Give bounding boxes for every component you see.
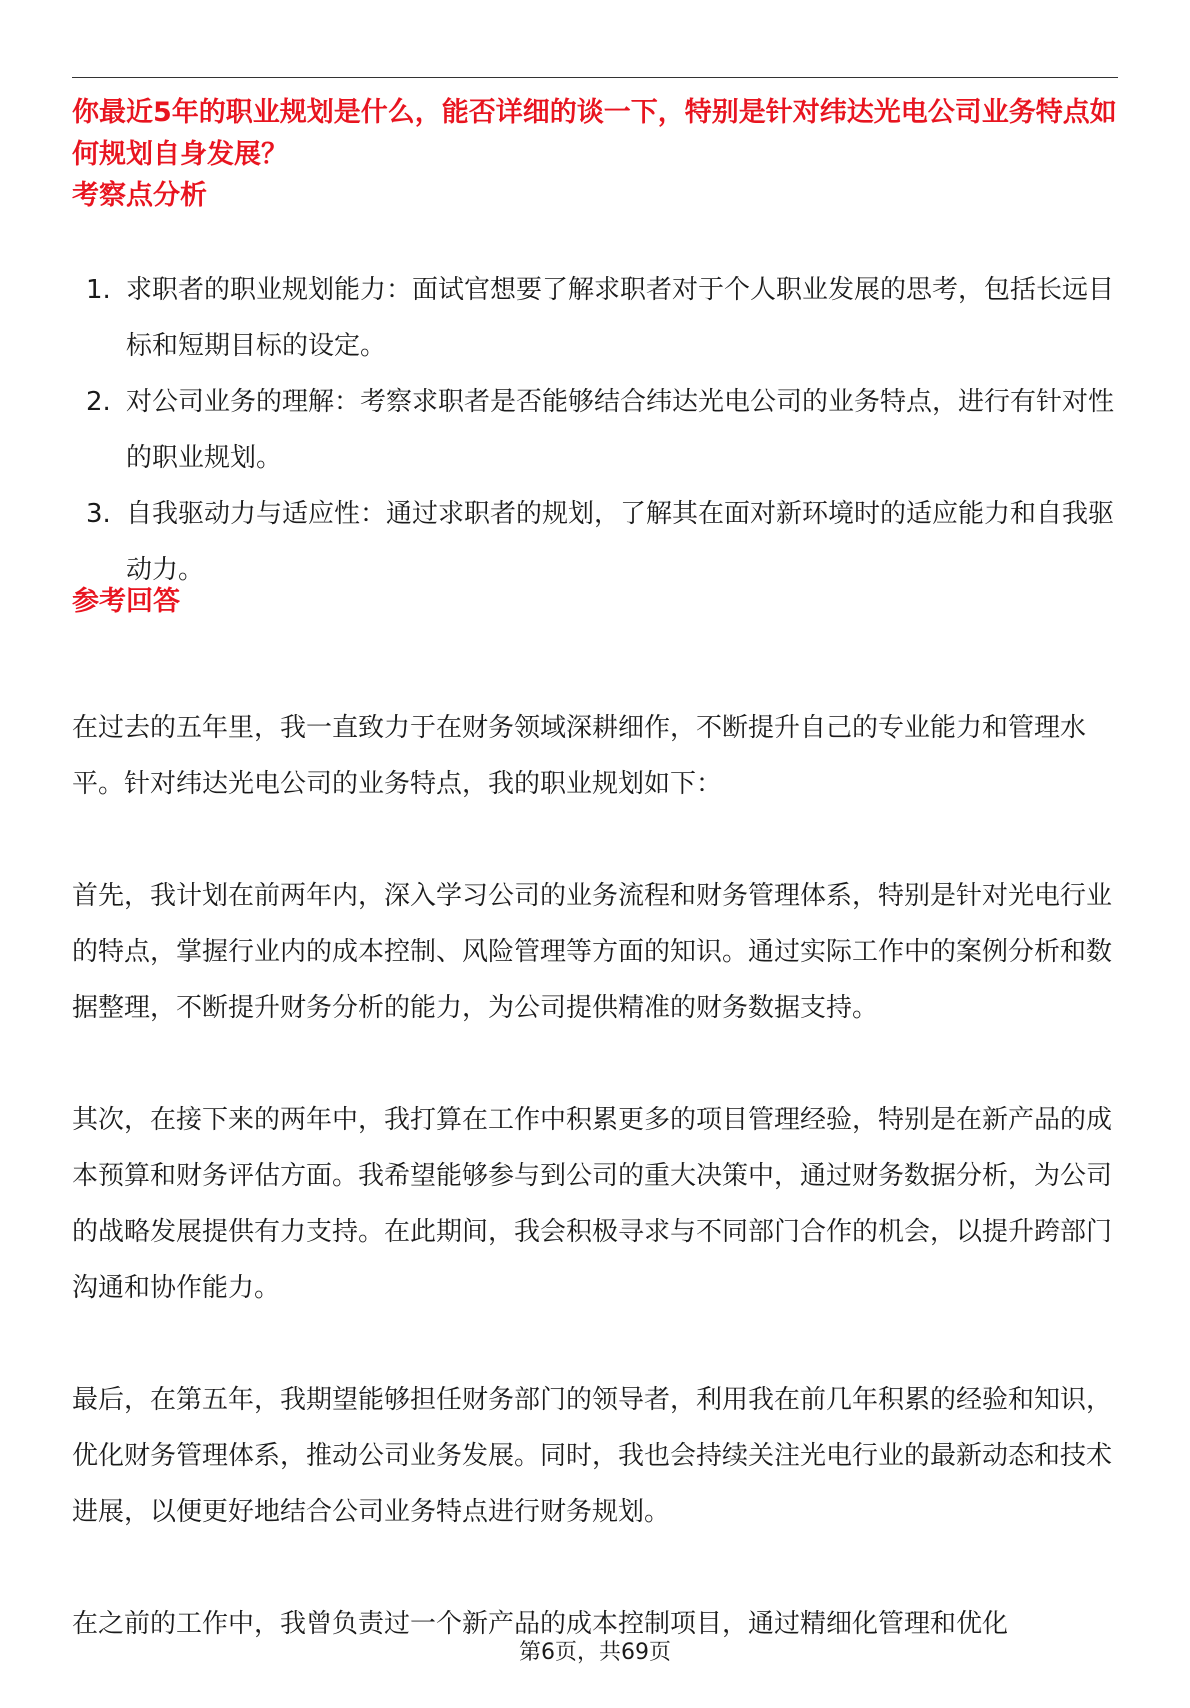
analysis-points-list	[72, 262, 1118, 598]
page-number-footer: 第6页，共69页	[519, 1640, 671, 1665]
answer-paragraph: 在之前的工作中，我曾负责过一个新产品的成本控制项目，通过精细化管理和优化	[72, 1609, 1009, 1639]
answer-body	[72, 700, 1118, 1708]
point-number: 1.	[86, 275, 111, 305]
point-number: 2.	[86, 387, 111, 417]
analysis-point-1	[72, 262, 1118, 374]
answer-heading: 参考回答	[72, 586, 180, 617]
answer-paragraph: 其次，在接下来的两年中，我打算在工作中积累更多的项目管理经验，特别是在新产品的成本预算和财务评估方面。我希望能够参与到公司的重大决策中，通过财务数据分析，为公司的战略发展提供有力支持。在此期间，我会积极寻求与不同部门合作的机会，以提升跨部门沟通和协作能力。	[72, 1105, 1113, 1303]
answer-paragraph: 在过去的五年里，我一直致力于在财务领域深耕细作，不断提升自己的专业能力和管理水平。针对纬达光电公司的业务特点，我的职业规划如下：	[72, 713, 1087, 799]
answer-paragraph: 最后，在第五年，我期望能够担任财务部门的领导者，利用我在前几年积累的经验和知识，优化财务管理体系，推动公司业务发展。同时，我也会持续关注光电行业的最新动态和技术进展，以便更好地结合公司业务特点进行财务规划。	[72, 1385, 1113, 1527]
analysis-point-3	[72, 486, 1118, 598]
point-number: 3.	[86, 499, 111, 529]
point-text: 自我驱动力与适应性：通过求职者的规划，了解其在面对新环境时的适应能力和自我驱动力。	[126, 499, 1115, 585]
answer-paragraph: 首先，我计划在前两年内，深入学习公司的业务流程和财务管理体系，特别是针对光电行业的特点，掌握行业内的成本控制、风险管理等方面的知识。通过实际工作中的案例分析和数据整理，不断提升财务分析的能力，为公司提供精准的财务数据支持。	[72, 881, 1113, 1023]
point-text: 求职者的职业规划能力：面试官想要了解求职者对于个人职业发展的思考，包括长远目标和短期目标的设定。	[126, 275, 1115, 361]
analysis-point-2	[72, 374, 1118, 486]
top-divider	[72, 77, 1118, 78]
question-title: 你最近5年的职业规划是什么，能否详细的谈一下，特别是针对纬达光电公司业务特点如何规划自身发展？	[72, 97, 1117, 170]
point-text: 对公司业务的理解：考察求职者是否能够结合纬达光电公司的业务特点，进行有针对性的职业规划。	[126, 387, 1115, 473]
analysis-heading: 考察点分析	[72, 180, 207, 211]
